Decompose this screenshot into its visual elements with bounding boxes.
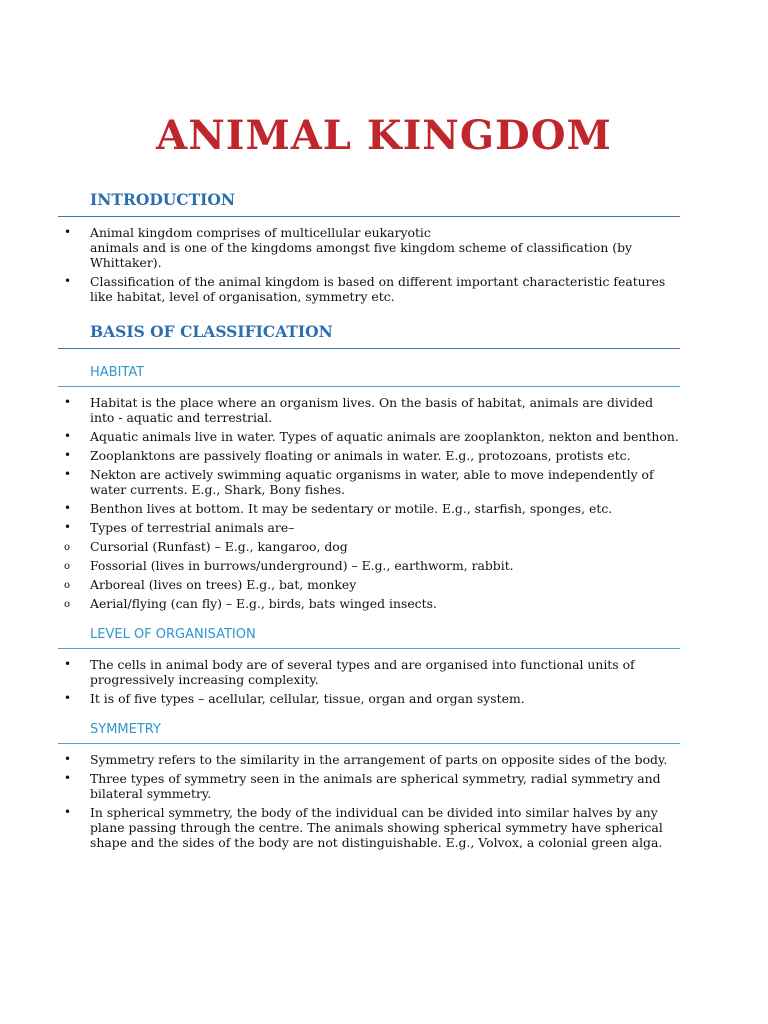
bullet-marker: •: [64, 691, 72, 705]
bullet-marker: •: [64, 467, 72, 481]
list-item: • Animal kingdom comprises of multicellular eukaryotic animals and is one of the kingdoms amongst five kingdom scheme of classification (by Whittaker).: [64, 225, 633, 270]
page-title: ANIMAL KINGDOM: [156, 112, 612, 159]
sub-list-item: o Aerial/flying (can fly) – E.g., birds, bats winged insects.: [64, 596, 437, 611]
list-item: • Three types of symmetry seen in the animals are spherical symmetry, radial symmetry and bilateral symmetry.: [64, 771, 661, 801]
list-organisation: [58, 657, 680, 706]
sub-bullet-marker: o: [64, 561, 71, 572]
sub-bullet-marker: o: [64, 542, 71, 553]
bullet-marker: •: [64, 429, 72, 443]
sub-list-item: o Fossorial (lives in burrows/underground) – E.g., earthworm, rabbit.: [64, 558, 514, 573]
bullet-marker: •: [64, 752, 72, 766]
list-item: • The cells in animal body are of several types and are organised into functional units of progressively increasing complexity.: [64, 657, 635, 687]
bullet-marker: •: [64, 520, 72, 534]
sub-list-item: o Arboreal (lives on trees) E.g., bat, monkey: [64, 577, 357, 592]
sub-bullet-marker: o: [64, 580, 71, 591]
bullet-marker: •: [64, 225, 72, 239]
list-introduction: [58, 225, 680, 304]
bullet-marker: •: [64, 805, 72, 819]
list-item: • Habitat is the place where an organism lives. On the basis of habitat, animals are divided into - aquatic and terrestrial.: [64, 395, 654, 425]
list-item: • Nekton are actively swimming aquatic organisms in water, able to move independently of water currents. E.g., Shark, Bony fishes.: [64, 467, 654, 497]
list-item: • In spherical symmetry, the body of the individual can be divided into similar halves by any plane passing through the centre. The animals showing spherical symmetry have spherical shape and the sides of the body are not distinguishable. E.g., Volvox, a colonial green alga.: [64, 805, 663, 850]
bullet-marker: •: [64, 274, 72, 288]
list-item: • It is of five types – acellular, cellular, tissue, organ and organ system.: [64, 691, 525, 706]
heading-symmetry: SYMMETRY: [58, 722, 680, 744]
list-item: • Aquatic animals live in water. Types of aquatic animals are zooplankton, nekton and benthon.: [64, 429, 679, 444]
bullet-marker: •: [64, 395, 72, 409]
document-body: [58, 190, 680, 854]
bullet-marker: •: [64, 448, 72, 462]
sub-list-item: o Cursorial (Runfast) – E.g., kangaroo, dog: [64, 539, 348, 554]
bullet-marker: •: [64, 501, 72, 515]
sub-bullet-marker: o: [64, 599, 71, 610]
list-habitat: [58, 395, 680, 611]
heading-introduction: INTRODUCTION: [58, 190, 680, 217]
list-item: • Zooplanktons are passively floating or animals in water. E.g., protozoans, protists etc.: [64, 448, 631, 463]
list-item: • Classification of the animal kingdom is based on different important characteristic features like habitat, level of organisation, symmetry etc.: [64, 274, 666, 304]
list-item: • Types of terrestrial animals are–: [64, 520, 295, 535]
bullet-marker: •: [64, 657, 72, 671]
heading-basis-of-classification: BASIS OF CLASSIFICATION: [58, 322, 680, 349]
list-symmetry: [58, 752, 680, 850]
heading-level-of-organisation: LEVEL OF ORGANISATION: [58, 627, 680, 649]
list-item: • Symmetry refers to the similarity in the arrangement of parts on opposite sides of the body.: [64, 752, 668, 767]
bullet-marker: •: [64, 771, 72, 785]
heading-habitat: HABITAT: [58, 365, 680, 387]
list-item: • Benthon lives at bottom. It may be sedentary or motile. E.g., starfish, sponges, etc.: [64, 501, 613, 516]
